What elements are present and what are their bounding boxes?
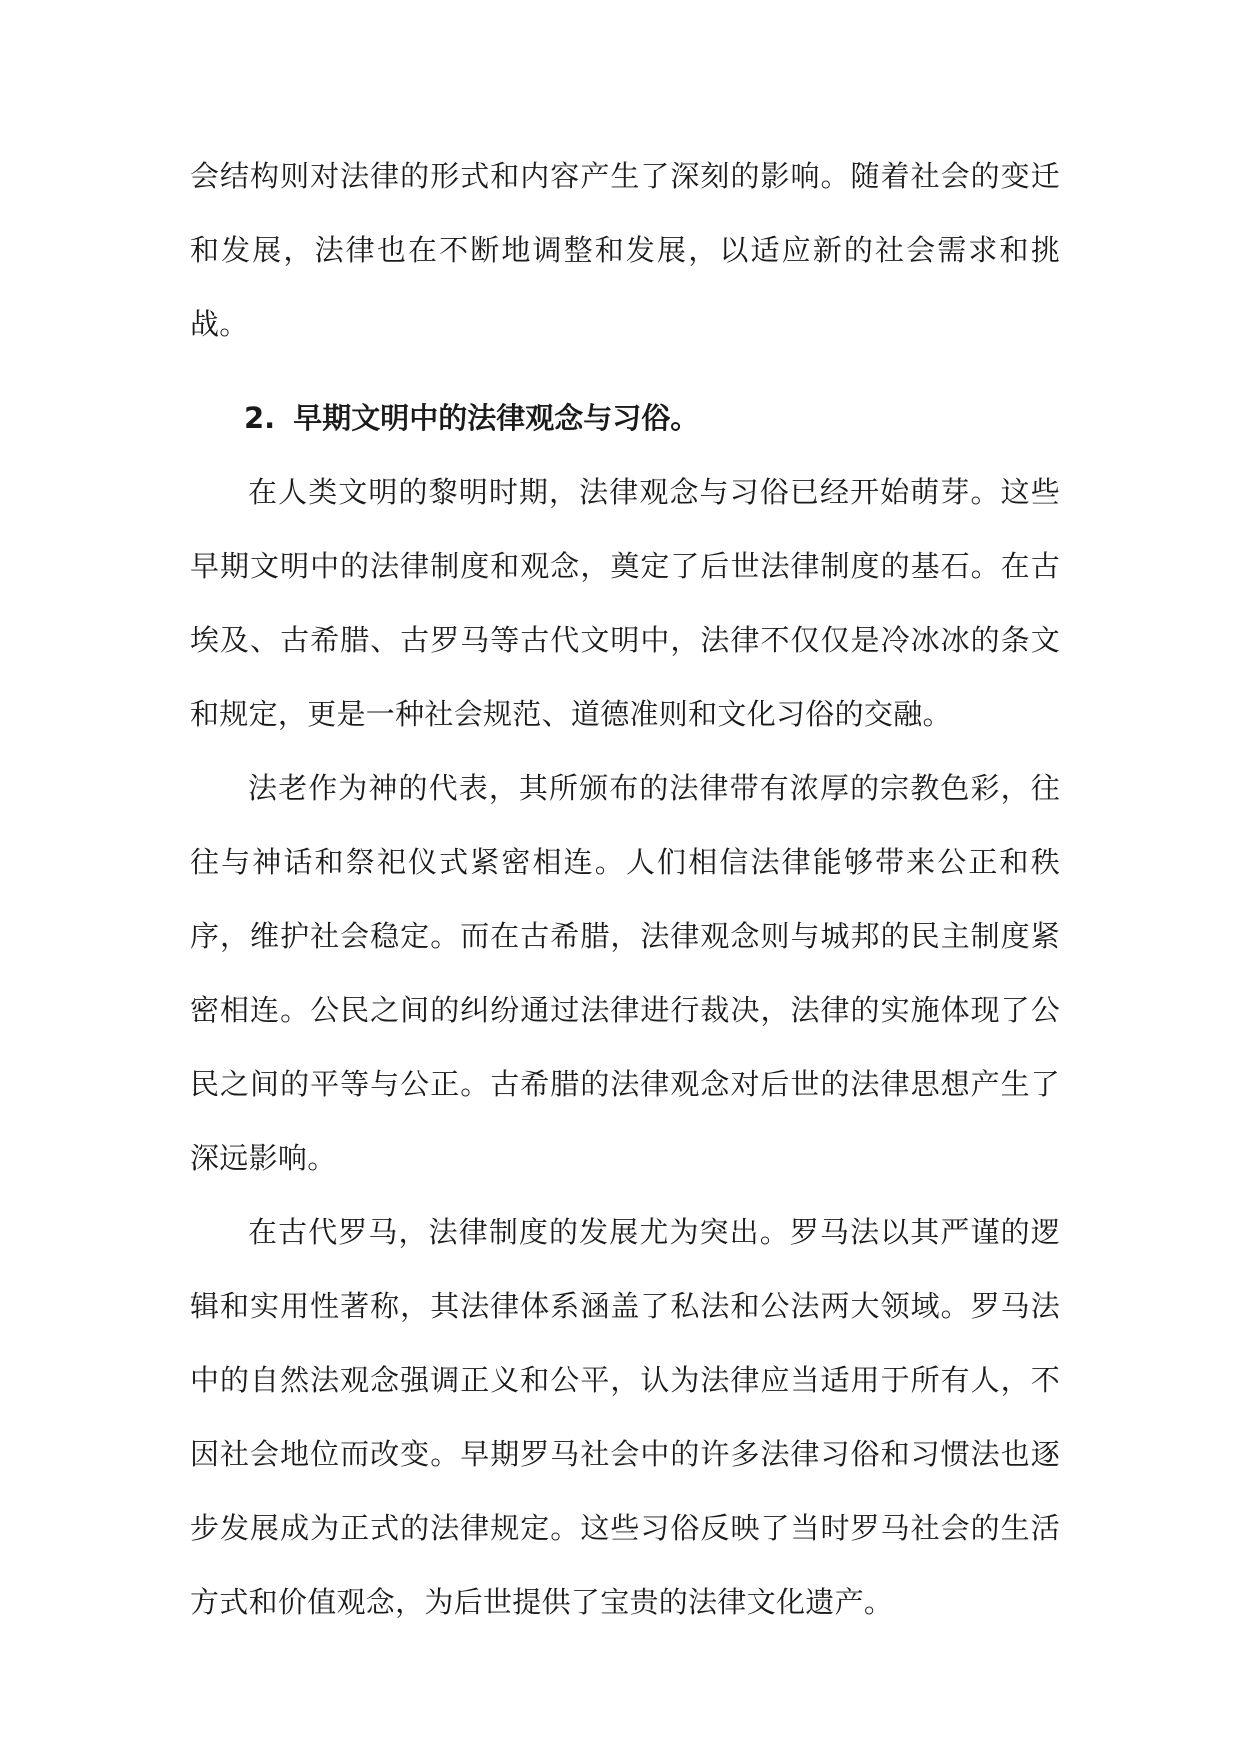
paragraph-1: 在人类文明的黎明时期，法律观念与习俗已经开始萌芽。这些早期文明中的法律制度和观念，奠定了后世法律制度的基石。在古埃及、古希腊、古罗马等古代文明中，法律不仅仅是冷冰冰的条文和规定，更是一种社会规范、道德准则和文化习俗的交融。 <box>190 475 1060 731</box>
paragraph-3: 在古代罗马，法律制度的发展尤为突出。罗马法以其严谨的逻辑和实用性著称，其法律体系涵盖了私法和公法两大领域。罗马法中的自然法观念强调正义和公平，认为法律应当适用于所有人，不因社会地位而改变。早期罗马社会中的许多法律习俗和习惯法也逐步发展成为正式的法律规定。这些习俗反映了当时罗马社会的生活方式和价值观念，为后世提供了宝贵的法律文化遗产。 <box>190 1215 1060 1619</box>
section-number: 2. <box>244 401 276 435</box>
paragraph-2: 法老作为神的代表，其所颁布的法律带有浓厚的宗教色彩，往往与神话和祭祀仪式紧密相连。人们相信法律能够带来公正和秩序，维护社会稳定。而在古希腊，法律观念则与城邦的民主制度紧密相连。公民之间的纠纷通过法律进行裁决，法律的实施体现了公民之间的平等与公正。古希腊的法律观念对后世的法律思想产生了深远影响。 <box>190 771 1060 1175</box>
document-body <box>190 139 1060 1639</box>
section-heading <box>190 381 1060 455</box>
section-title: 早期文明中的法律观念与习俗。 <box>293 401 700 435</box>
continued-paragraph: 会结构则对法律的形式和内容产生了深刻的影响。随着社会的变迁和发展，法律也在不断地调整和发展，以适应新的社会需求和挑战。 <box>190 159 1060 341</box>
